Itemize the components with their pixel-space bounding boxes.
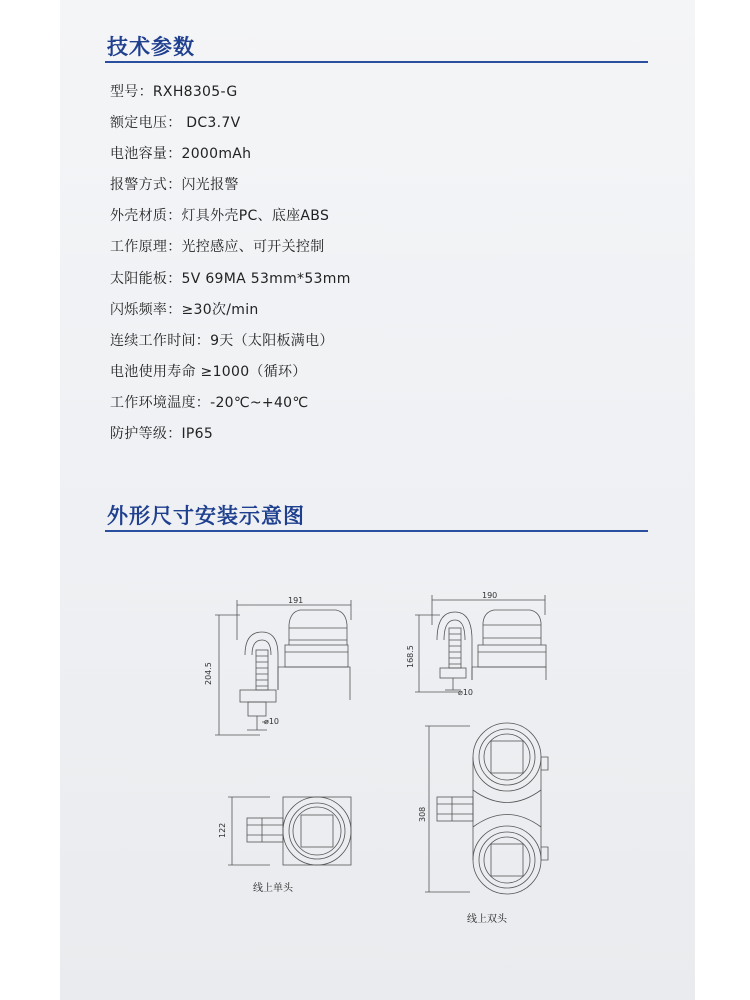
- double-height-label: 168.5: [406, 645, 415, 668]
- spec-model: 型号：RXH8305-G: [110, 84, 238, 100]
- double-top-height-label: 308: [418, 806, 427, 822]
- spec-working-principle: 工作原理：光控感应、可开关控制: [110, 239, 325, 255]
- spec-protection-rating: 防护等级：IP65: [110, 426, 214, 442]
- spec-continuous-runtime: 连续工作时间：9天（太阳板满电）: [110, 333, 334, 349]
- single-head-caption: 线上单头: [253, 883, 293, 894]
- spec-flash-frequency: 闪烁频率：≥30次/min: [110, 302, 259, 318]
- spec-alarm-mode: 报警方式：闪光报警: [110, 177, 239, 193]
- spec-battery-capacity: 电池容量：2000mAh: [110, 146, 252, 162]
- spec-operating-temperature: 工作环境温度：-20℃~+40℃: [110, 395, 309, 411]
- spec-solar-panel: 太阳能板：5V 69MA 53mm*53mm: [110, 271, 351, 287]
- double-head-caption: 线上双头: [467, 914, 507, 925]
- double-head-side-view: [415, 595, 546, 692]
- section-title-specs: 技术参数: [107, 35, 195, 59]
- single-head-side-view: [215, 600, 351, 735]
- double-bolt-label: ⌀10: [458, 688, 473, 697]
- single-top-height-label: 122: [218, 822, 227, 838]
- single-width-label: 191: [288, 596, 304, 605]
- single-head-top-view: [228, 797, 351, 865]
- section-title-dimensions: 外形尺寸安装示意图: [107, 504, 305, 528]
- single-bolt-label: ⌀10: [264, 717, 279, 726]
- spec-battery-life: 电池使用寿命 ≥1000（循环）: [110, 364, 307, 380]
- single-height-label: 204.5: [204, 662, 213, 685]
- double-head-top-view: [425, 723, 548, 894]
- double-width-label: 190: [482, 591, 498, 600]
- spec-housing-material: 外壳材质：灯具外壳PC、底座ABS: [110, 208, 330, 224]
- spec-voltage: 额定电压： DC3.7V: [110, 115, 241, 131]
